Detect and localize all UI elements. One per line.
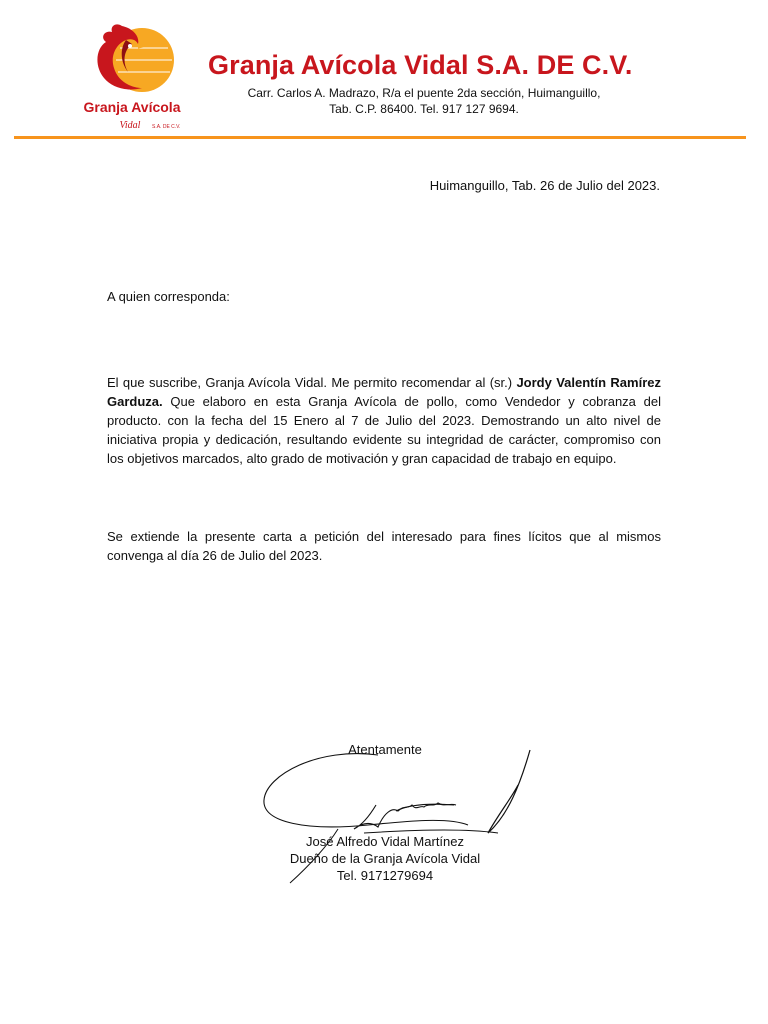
header-divider [14,136,746,139]
closing-text: Atentamente [348,742,422,757]
svg-text:Granja Avícola: Granja Avícola [83,99,181,115]
p1-details: Que elaboro en esta Granja Avícola de pollo, como Vendedor y cobranza del producto. con la fecha del 15 Enero al 7 de Julio del 2023. Demostrando un alto nivel de iniciativa propia y dedicación, resultando evidente su integridad de carácter, compromiso con los objetivos marcados, alto grado de motivación y gran capacidad de trabajo en equipo. [107,394,661,466]
letter-greeting: A quien corresponda: [107,289,230,304]
letter-body-paragraph-2: Se extiende la presente carta a petición del interesado para fines lícitos que al mismos convenga al día 26 de Julio del 2023. [107,529,661,563]
signature-block [240,740,530,890]
signer-name: José Alfredo Vidal Martínez [305,834,464,849]
signer-role: Dueño de la Granja Avícola Vidal [289,851,481,866]
rooster-logo-icon [60,18,205,133]
signer-phone: Tel. 9171279694 [336,868,434,883]
company-name: Granja Avícola Vidal S.A. DE C.V. [208,50,633,80]
letter-date: Huimanguillo, Tab. 26 de Julio del 2023. [429,178,660,193]
company-address [210,85,638,117]
p1-intro: El que suscribe, Granja Avícola Vidal. Me permito recomendar al (sr.) [107,375,517,390]
letter-body-paragraph-1 [107,373,661,468]
svg-text:S.A. DE C.V.: S.A. DE C.V. [152,124,181,130]
address-line-2: Tab. C.P. 86400. Tel. 917 127 9694. [329,102,519,116]
recommended-person-name: Jordy Valentín Ramírez Garduza. [107,375,661,409]
address-line-1: Carr. Carlos A. Madrazo, R/a el puente 2da sección, Huimanguillo, [247,86,601,100]
company-logo [60,18,205,133]
svg-text:Vidal: Vidal [119,120,141,131]
